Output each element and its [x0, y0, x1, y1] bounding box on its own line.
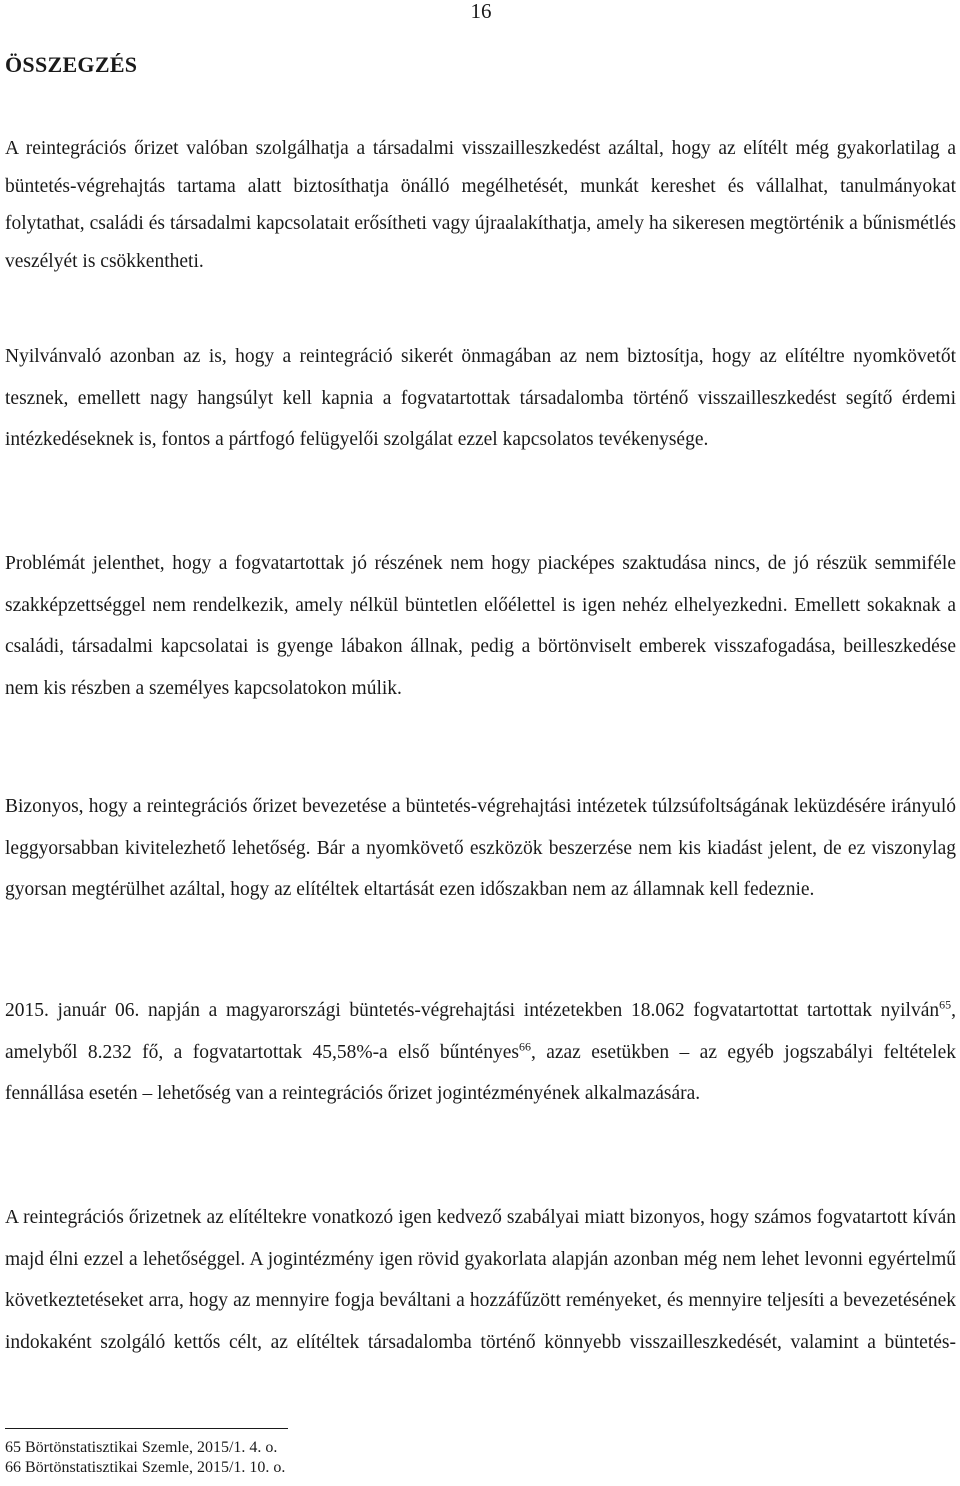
section-heading: ÖSSZEGZÉS: [5, 52, 138, 77]
paragraph-1: A reintegrációs őrizet valóban szolgálhatja a társadalmi visszailleszkedést azáltal, hogy az elítélt még gyakorlatilag a büntetés-végrehajtás tartama alatt biztosíthatja önálló megélhetését, munkát kereshet és vállalhat, tanulmányokat folytathat, családi és társadalmi kapcsolatait erősítheti vagy újraalakíthatja, amely ha sikeresen megtörténik a bűnismétlés veszélyét is csökkentheti.: [5, 138, 956, 272]
paragraph-5-text-c: , azaz esetükben – az egyéb jogszabályi feltételek fennállása esetén – lehetőség van a reintegrációs őrizet jogintézményének alkalmazására.: [5, 1041, 956, 1104]
paragraph-5-text-b: , amelyből 8.232 fő, a fogvatartottak 45,58%-a első bűntényes: [5, 1000, 956, 1063]
page-number: 16: [470, 0, 492, 23]
paragraph-5: [5, 990, 956, 1115]
paragraph-5-text-a: 2015. január 06. napján a magyarországi büntetés-végrehajtási intézetekben 18.062 fogvatartottat tartottak nyilván: [5, 1000, 940, 1021]
paragraph-4: Bizonyos, hogy a reintegrációs őrizet bevezetése a büntetés-végrehajtási intézetek túlzsúfoltságának leküzdésére irányuló leggyorsabban kivitelezhető lehetőség. Bár a nyomkövető eszközök beszerzése nem kis kiadást jelent, de ez viszonylag gyorsan megtérülhet azáltal, hogy az elítéltek eltartását ezen időszakban nem az államnak kell fedeznie.: [5, 796, 956, 900]
paragraph-2: Nyilvánvaló azonban az is, hogy a reintegráció sikerét önmagában az nem biztosítja, hogy az elítéltre nyomkövetőt tesznek, emellett nagy hangsúlyt kell kapnia a fogvatartottak társadalomba történő visszailleszkedést segítő érdemi intézkedéseknek is, fontos a pártfogó felügyelői szolgálat ezzel kapcsolatos tevékenysége.: [5, 346, 956, 450]
paragraph-3: Problémát jelenthet, hogy a fogvatartottak jó részének nem hogy piacképes szaktudása nincs, de jó részük semmiféle szakképzettséggel nem rendelkezik, amely nélkül büntetlen előélettel is igen nehéz elhelyezkedni. Emellett sokaknak a családi, társadalmi kapcsolatai is gyenge lábakon állnak, pedig a börtönviselt emberek visszafogadása, beilleszkedése nem kis részben a személyes kapcsolatokon múlik.: [5, 553, 956, 699]
footnote-66: 66 Börtönstatisztikai Szemle, 2015/1. 10. o.: [5, 1459, 286, 1476]
footnote-ref-65: 65: [939, 997, 952, 1012]
footnote-separator: [5, 1428, 288, 1429]
footnote-ref-66: 66: [518, 1039, 531, 1053]
footnote-65: 65 Börtönstatisztikai Szemle, 2015/1. 4. o.: [5, 1439, 278, 1456]
paragraph-6: A reintegrációs őrizetnek az elítéltekre vonatkozó igen kedvező szabályai miatt bizonyos, hogy számos fogvatartott kíván majd élni ezzel a lehetőséggel. A jogintézmény igen rövid gyakorlata alapján azonban még nem lehet levonni egyértelmű következtetéseket arra, hogy az mennyire fogja beváltani a hozzáfűzött reményeket, és mennyire teljesíti a bevezetésének indokaként szolgáló kettős célt, az elítéltek társadalomba történő könnyebb visszailleszkedését, valamint a büntetés-: [5, 1207, 956, 1353]
